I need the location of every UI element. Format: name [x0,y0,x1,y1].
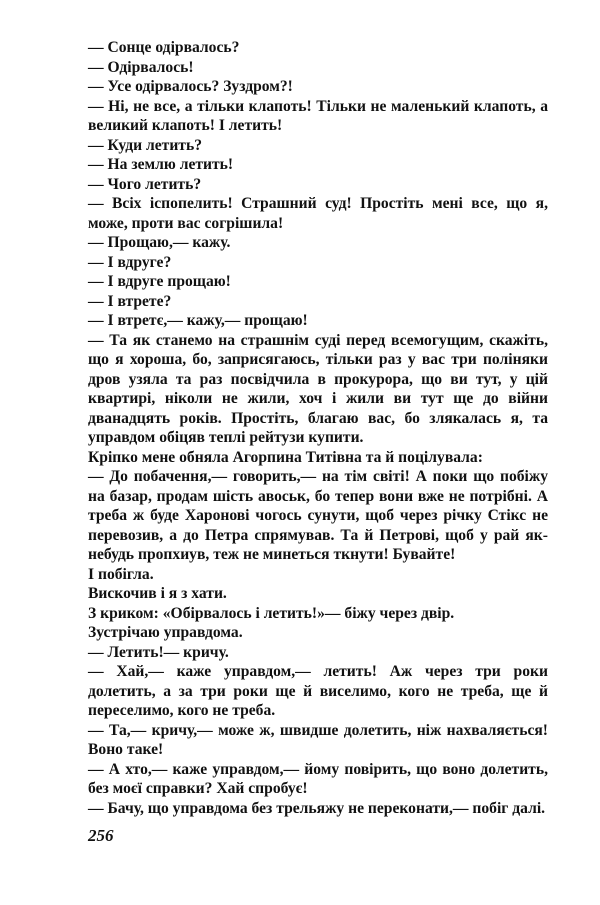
paragraph: — І втрете? [88,292,172,310]
paragraph: — І втретє,— кажу,— прощаю! [88,312,308,329]
paragraph: — Усе одірвалось? Зуздром?! [88,78,293,95]
paragraph: — Чого летить? [88,175,202,193]
paragraph: — Сонце одірвалось? [88,39,240,56]
page-number: 256 [88,826,114,845]
paragraph: — Хай,— каже управдом,— летить! Аж через три роки долетить, а за три роки ще й виселимо, кого не треба, ще й переселимо, кого не треба. [88,663,548,719]
paragraph: — Ні, не все, а тільки клапоть! Тільки не маленький клапоть, а великий клапоть! І летить! [88,97,548,134]
paragraph: — На землю летить! [88,156,234,173]
paragraph: — І вдруге? [88,253,172,271]
paragraph: — Одірвалось! [88,58,194,76]
paragraph: Вискочив і я з хати. [88,585,227,602]
paragraph: — А хто,— каже управдом,— йому повірить, що воно долетить, без моєї справки? Хай спробує! [88,760,548,797]
paragraph: — Та як станемо на страшнім суді перед всемогущим, скажіть, що я хороша, бо, заприсягаюсь, тільки раз у вас три поліняки дров узяла та раз посвідчила в прокурора, що ви тут, у цій квартирі, ніколи не жили, хоч і жили ви тут ще до війни дванадцять років. Простіть, благаю вас, бо злякалась я, та управдом обіцяв теплі рейтузи купити. [88,331,548,446]
paragraph: — Прощаю,— кажу. [88,234,231,251]
paragraph: — Куди летить? [88,136,203,154]
paragraph: — До побачення,— говорить,— на тім світі! А поки що побіжу на базар, продам шість авоськ, бо тепер вони вже не потрібні. А треба ж буде Харонові чогось сунути, щоб через річку Стікс не перевозив, а до Петра спрямував. Та й Петрові, щоб у рай як-небудь пропхиув, теж не минеться ткнути! Бувайте! [88,468,548,563]
paragraph: Зустрічаю управдома. [88,624,243,641]
paragraph: — Летить!— кричу. [88,643,229,661]
paragraph: — І вдруге прощаю! [88,273,231,290]
paragraph: З криком: «Обірвалось і летить!»— біжу через двір. [88,604,455,622]
paragraph: Кріпко мене обняла Агорпина Титівна та й поцілувала: [88,448,483,466]
paragraph: І побігла. [88,565,154,583]
page-text [88,38,548,818]
paragraph: — Бачу, що управдома без трельяжу не переконати,— побіг далі. [88,799,546,817]
paragraph: — Всіх іспопелить! Страшний суд! Простіть мені все, що я, може, проти вас согрішила! [88,195,548,232]
paragraph: — Та,— кричу,— може ж, швидше долетить, ніж нахваляється! Воно таке! [88,721,548,758]
